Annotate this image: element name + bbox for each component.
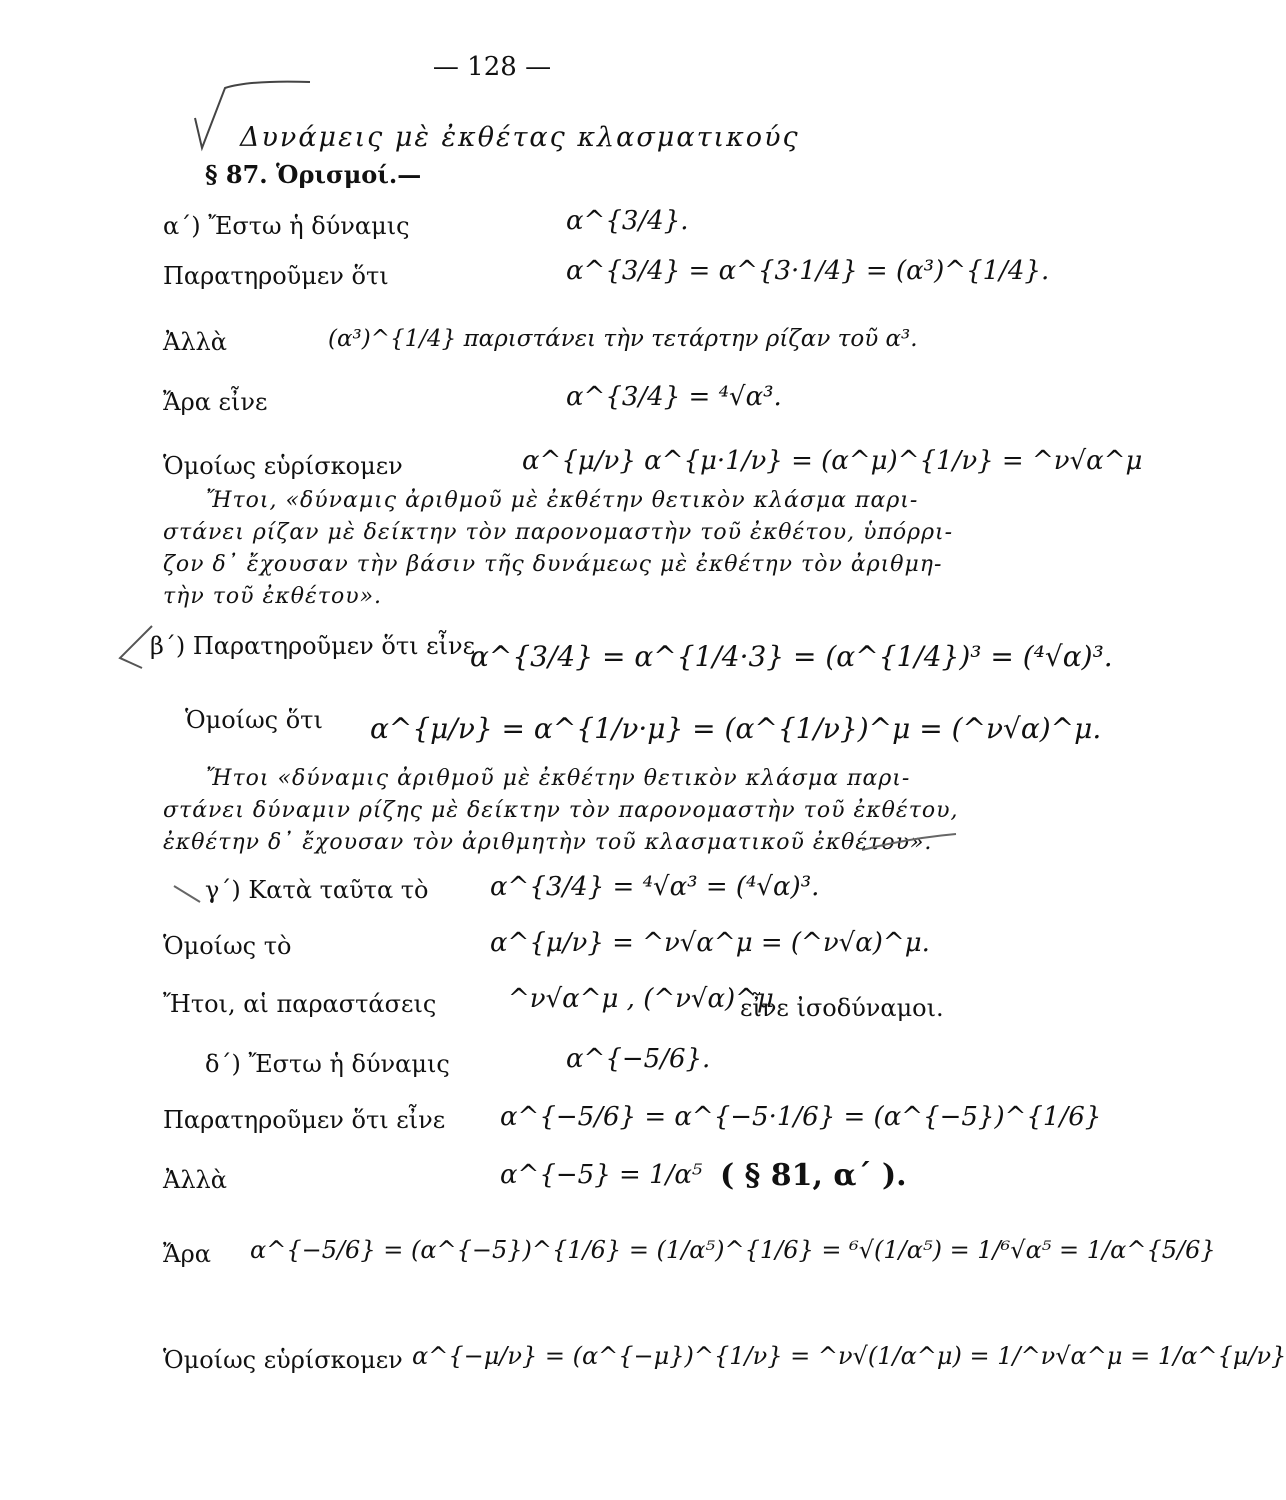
paragraph-2-line-3: ἐκθέτην δ᾽ ἔχουσαν τὸν ἀριθμητὴν τοῦ κλασματικοῦ ἐκθέτου». — [163, 830, 933, 855]
row-d3-reference: ( § 81, α΄ ). — [720, 1158, 907, 1193]
row-a1-formula: α^{3/4}. — [566, 206, 689, 236]
paragraph-2-line-1: Ἤτοι «δύναμις ἀριθμοῦ μὲ ἐκθέτην θετικὸν κλάσμα παρι- — [206, 766, 911, 791]
row-a3-text: (α³)^{1/4} παριστάνει τὴν τετάρτην ρίζαν τοῦ α³. — [328, 326, 918, 352]
row-c2-formula: α^{μ/ν} = ^ν√α^μ = (^ν√α)^μ. — [490, 928, 930, 958]
row-b1-label: β΄) Παρατηροῦμεν ὅτι εἶνε — [150, 632, 476, 660]
row-a4-formula: α^{3/4} = ⁴√α³. — [566, 382, 782, 412]
section-heading: § 87. Ὁρισμοί.— — [205, 160, 422, 189]
row-a1-label: α΄) Ἔστω ἡ δύναμις — [163, 212, 410, 240]
row-d3-label: Ἀλλὰ — [163, 1166, 227, 1194]
row-c2-label: Ὁμοίως τὸ — [163, 932, 292, 960]
row-d2-formula: α^{−5/6} = α^{−5·1/6} = (α^{−5})^{1/6} — [500, 1102, 1102, 1132]
row-b2-formula: α^{μ/ν} = α^{1/ν·μ} = (α^{1/ν})^μ = (^ν√α)^μ. — [370, 712, 1102, 745]
paragraph-1-line-3: ζον δ᾽ ἔχουσαν τὴν βάσιν τῆς δυνάμεως μὲ ἐκθέτην τὸν ἀριθμη- — [163, 552, 943, 577]
row-c3-tail: εἶνε ἰσοδύναμοι. — [740, 994, 944, 1022]
row-c1-formula: α^{3/4} = ⁴√α³ = (⁴√α)³. — [490, 872, 820, 902]
handwritten-stroke — [860, 830, 960, 860]
row-b1-formula: α^{3/4} = α^{1/4·3} = (α^{1/4})³ = (⁴√α)³. — [470, 640, 1113, 673]
chapter-title: Δυνάμεις μὲ ἐκθέτας κλασματικούς — [240, 122, 800, 153]
row-d1-formula: α^{−5/6}. — [566, 1044, 711, 1074]
row-d5-label: Ὁμοίως εὑρίσκομεν — [163, 1346, 403, 1374]
row-d5-formula: α^{−μ/ν} = (α^{−μ})^{1/ν} = ^ν√(1/α^μ) = 1/^ν√α^μ = 1/α^{μ/ν} — [412, 1342, 1286, 1370]
paragraph-2-line-2: στάνει δύναμιν ρίζης μὲ δείκτην τὸν παρονομαστὴν τοῦ ἐκθέτου, — [163, 798, 959, 823]
row-b2-label: Ὁμοίως ὅτι — [185, 706, 323, 734]
paragraph-1-line-4: τὴν τοῦ ἐκθέτου». — [163, 584, 383, 609]
row-a2-formula: α^{3/4} = α^{3·1/4} = (α³)^{1/4}. — [566, 256, 1050, 286]
page-number: — 128 — — [432, 52, 552, 82]
row-c3-formula: ^ν√α^μ , (^ν√α)^μ — [508, 984, 774, 1014]
row-a5-label: Ὁμοίως εὑρίσκομεν — [163, 452, 403, 480]
row-d2-label: Παρατηροῦμεν ὅτι εἶνε — [163, 1106, 446, 1134]
row-a5-formula: α^{μ/ν} α^{μ·1/ν} = (α^μ)^{1/ν} = ^ν√α^μ — [522, 446, 1143, 476]
row-a3-label: Ἀλλὰ — [163, 328, 227, 356]
row-c1-label: γ΄) Κατὰ ταῦτα τὸ — [205, 876, 429, 904]
paragraph-1-line-2: στάνει ρίζαν μὲ δείκτην τὸν παρονομαστὴν τοῦ ἐκθέτου, ὑπόρρι- — [163, 520, 954, 545]
row-a2-label: Παρατηροῦμεν ὅτι — [163, 262, 389, 290]
margin-mark-gamma — [170, 880, 210, 910]
paragraph-1-line-1: Ἤτοι, «δύναμις ἀριθμοῦ μὲ ἐκθέτην θετικὸν κλάσμα παρι- — [206, 488, 919, 513]
row-d4-label: Ἄρα — [163, 1240, 211, 1268]
row-c3-label: Ἤτοι, αἱ παραστάσεις — [163, 990, 437, 1018]
row-a4-label: Ἄρα εἶνε — [163, 388, 268, 416]
row-d4-formula: α^{−5/6} = (α^{−5})^{1/6} = (1/α⁵)^{1/6} = ⁶√(1/α⁵) = 1/⁶√α⁵ = 1/α^{5/6} — [250, 1236, 1216, 1264]
row-d1-label: δ΄) Ἔστω ἡ δύναμις — [205, 1050, 450, 1078]
row-d3-formula: α^{−5} = 1/α⁵ — [500, 1160, 703, 1190]
